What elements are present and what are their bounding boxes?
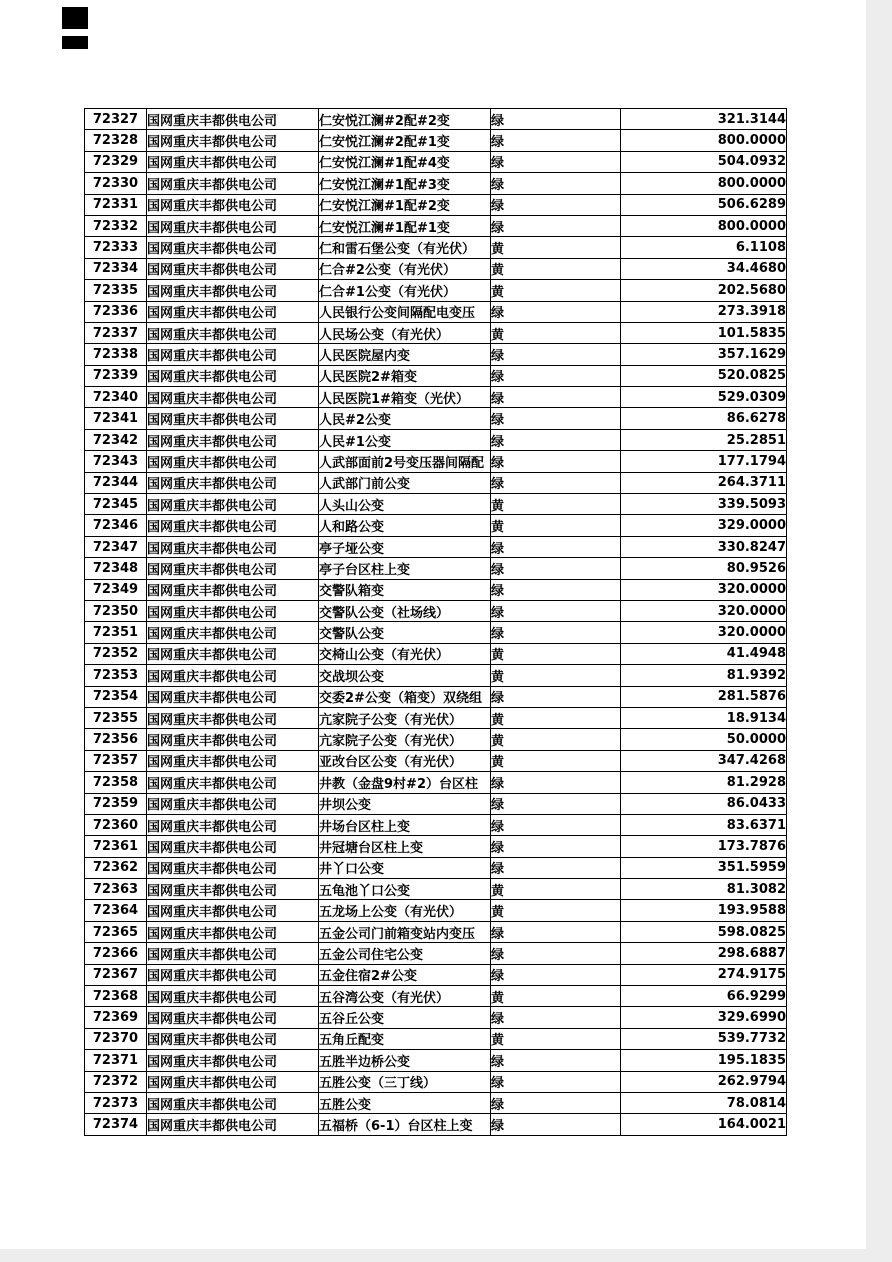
cell-station-name: 人头山公变 [319, 494, 491, 515]
cell-company-name: 国网重庆丰都供电公司 [147, 1071, 319, 1092]
table-row [85, 964, 787, 985]
cell-status-color: 黄 [491, 643, 621, 664]
table-row [85, 151, 787, 172]
cell-company-name: 国网重庆丰都供电公司 [147, 793, 319, 814]
cell-capacity-value: 264.3711 [621, 472, 787, 493]
cell-status-color: 绿 [491, 579, 621, 600]
cell-station-name: 五胜公变 [319, 1092, 491, 1113]
cell-capacity-value: 25.2851 [621, 429, 787, 450]
cell-company-name: 国网重庆丰都供电公司 [147, 344, 319, 365]
cell-capacity-value: 6.1108 [621, 237, 787, 258]
cell-capacity-value: 274.9175 [621, 964, 787, 985]
cell-station-name: 五金公司门前箱变站内变压 [319, 921, 491, 942]
cell-capacity-value: 177.1794 [621, 451, 787, 472]
table-row [85, 921, 787, 942]
cell-company-name: 国网重庆丰都供电公司 [147, 943, 319, 964]
table-row [85, 322, 787, 343]
cell-status-color: 绿 [491, 964, 621, 985]
cell-capacity-value: 347.4268 [621, 750, 787, 771]
cell-station-name: 交警队公变（社场线） [319, 600, 491, 621]
cell-row-id: 72363 [85, 879, 147, 900]
cell-station-name: 井教（金盘9村#2）台区柱 [319, 772, 491, 793]
cell-row-id: 72359 [85, 793, 147, 814]
cell-capacity-value: 273.3918 [621, 301, 787, 322]
cell-capacity-value: 164.0021 [621, 1114, 787, 1135]
cell-station-name: 交警队公变 [319, 622, 491, 643]
table-row [85, 365, 787, 386]
cell-station-name: 五胜公变（三丁线） [319, 1071, 491, 1092]
cell-status-color: 黄 [491, 879, 621, 900]
cell-station-name: 亭子台区柱上变 [319, 558, 491, 579]
page-right-shade [866, 0, 892, 1262]
cell-capacity-value: 330.8247 [621, 536, 787, 557]
cell-status-color: 黄 [491, 515, 621, 536]
cell-row-id: 72330 [85, 173, 147, 194]
cell-status-color: 黄 [491, 280, 621, 301]
cell-row-id: 72346 [85, 515, 147, 536]
cell-station-name: 人民#2公变 [319, 408, 491, 429]
cell-company-name: 国网重庆丰都供电公司 [147, 215, 319, 236]
cell-status-color: 绿 [491, 558, 621, 579]
cell-company-name: 国网重庆丰都供电公司 [147, 600, 319, 621]
cell-capacity-value: 173.7876 [621, 836, 787, 857]
table-row [85, 515, 787, 536]
cell-status-color: 黄 [491, 750, 621, 771]
cell-status-color: 黄 [491, 986, 621, 1007]
cell-station-name: 人民医院2#箱变 [319, 365, 491, 386]
cell-row-id: 72351 [85, 622, 147, 643]
cell-capacity-value: 50.0000 [621, 729, 787, 750]
cell-capacity-value: 81.3082 [621, 879, 787, 900]
table-row [85, 793, 787, 814]
cell-company-name: 国网重庆丰都供电公司 [147, 622, 319, 643]
cell-capacity-value: 800.0000 [621, 130, 787, 151]
table-row [85, 750, 787, 771]
cell-capacity-value: 598.0825 [621, 921, 787, 942]
cell-capacity-value: 351.5959 [621, 857, 787, 878]
table-row [85, 536, 787, 557]
cell-status-color: 绿 [491, 943, 621, 964]
cell-status-color: 黄 [491, 1028, 621, 1049]
cell-row-id: 72364 [85, 900, 147, 921]
cell-row-id: 72329 [85, 151, 147, 172]
cell-row-id: 72360 [85, 814, 147, 835]
cell-capacity-value: 329.6990 [621, 1007, 787, 1028]
cell-capacity-value: 41.4948 [621, 643, 787, 664]
cell-company-name: 国网重庆丰都供电公司 [147, 1007, 319, 1028]
cell-row-id: 72372 [85, 1071, 147, 1092]
cell-capacity-value: 320.0000 [621, 600, 787, 621]
cell-capacity-value: 78.0814 [621, 1092, 787, 1113]
cell-status-color: 绿 [491, 793, 621, 814]
table-row [85, 1092, 787, 1113]
table-row [85, 1028, 787, 1049]
cell-row-id: 72347 [85, 536, 147, 557]
cell-station-name: 交战坝公变 [319, 665, 491, 686]
cell-company-name: 国网重庆丰都供电公司 [147, 1114, 319, 1135]
cell-status-color: 黄 [491, 900, 621, 921]
cell-row-id: 72334 [85, 258, 147, 279]
cell-status-color: 绿 [491, 109, 621, 130]
table-row [85, 408, 787, 429]
cell-capacity-value: 529.0309 [621, 387, 787, 408]
table-row [85, 729, 787, 750]
cell-status-color: 绿 [491, 921, 621, 942]
cell-status-color: 绿 [491, 451, 621, 472]
cell-capacity-value: 800.0000 [621, 173, 787, 194]
cell-station-name: 五角丘配变 [319, 1028, 491, 1049]
cell-company-name: 国网重庆丰都供电公司 [147, 900, 319, 921]
cell-row-id: 72369 [85, 1007, 147, 1028]
cell-row-id: 72339 [85, 365, 147, 386]
table-body [85, 109, 787, 1136]
cell-company-name: 国网重庆丰都供电公司 [147, 707, 319, 728]
cell-capacity-value: 329.0000 [621, 515, 787, 536]
cell-row-id: 72357 [85, 750, 147, 771]
table-row [85, 814, 787, 835]
cell-station-name: 五谷湾公变（有光伏） [319, 986, 491, 1007]
cell-status-color: 绿 [491, 472, 621, 493]
cell-status-color: 绿 [491, 215, 621, 236]
table-row [85, 900, 787, 921]
cell-company-name: 国网重庆丰都供电公司 [147, 130, 319, 151]
cell-status-color: 绿 [491, 387, 621, 408]
cell-status-color: 黄 [491, 729, 621, 750]
cell-capacity-value: 539.7732 [621, 1028, 787, 1049]
cell-status-color: 绿 [491, 814, 621, 835]
cell-row-id: 72336 [85, 301, 147, 322]
cell-row-id: 72374 [85, 1114, 147, 1135]
cell-row-id: 72348 [85, 558, 147, 579]
cell-capacity-value: 357.1629 [621, 344, 787, 365]
cell-station-name: 人民银行公变间隔配电变压 [319, 301, 491, 322]
cell-station-name: 人武部面前2号变压器间隔配 [319, 451, 491, 472]
cell-row-id: 72345 [85, 494, 147, 515]
cell-row-id: 72361 [85, 836, 147, 857]
cell-row-id: 72356 [85, 729, 147, 750]
cell-company-name: 国网重庆丰都供电公司 [147, 643, 319, 664]
cell-status-color: 绿 [491, 1092, 621, 1113]
cell-capacity-value: 520.0825 [621, 365, 787, 386]
table-row [85, 1071, 787, 1092]
cell-status-color: 绿 [491, 408, 621, 429]
cell-row-id: 72341 [85, 408, 147, 429]
cell-company-name: 国网重庆丰都供电公司 [147, 237, 319, 258]
cell-station-name: 交警队箱变 [319, 579, 491, 600]
cell-capacity-value: 193.9588 [621, 900, 787, 921]
cell-station-name: 人和路公变 [319, 515, 491, 536]
table-row [85, 665, 787, 686]
cell-capacity-value: 281.5876 [621, 686, 787, 707]
cell-station-name: 五福桥（6-1）台区柱上变 [319, 1114, 491, 1135]
cell-status-color: 黄 [491, 322, 621, 343]
cell-company-name: 国网重庆丰都供电公司 [147, 1050, 319, 1071]
cell-station-name: 井丫口公变 [319, 857, 491, 878]
cell-station-name: 井坝公变 [319, 793, 491, 814]
cell-status-color: 绿 [491, 365, 621, 386]
cell-company-name: 国网重庆丰都供电公司 [147, 109, 319, 130]
cell-capacity-value: 80.9526 [621, 558, 787, 579]
cell-status-color: 绿 [491, 1071, 621, 1092]
cell-station-name: 亭子垭公变 [319, 536, 491, 557]
cell-status-color: 绿 [491, 1007, 621, 1028]
cell-status-color: 绿 [491, 130, 621, 151]
cell-row-id: 72328 [85, 130, 147, 151]
cell-company-name: 国网重庆丰都供电公司 [147, 258, 319, 279]
cell-company-name: 国网重庆丰都供电公司 [147, 515, 319, 536]
table-row [85, 772, 787, 793]
cell-status-color: 绿 [491, 344, 621, 365]
cell-station-name: 仁安悦江澜#2配#2变 [319, 109, 491, 130]
table-row [85, 215, 787, 236]
cell-row-id: 72352 [85, 643, 147, 664]
cell-station-name: 仁安悦江澜#1配#4变 [319, 151, 491, 172]
cell-station-name: 仁合#2公变（有光伏） [319, 258, 491, 279]
cell-status-color: 绿 [491, 151, 621, 172]
cell-row-id: 72373 [85, 1092, 147, 1113]
table-row [85, 579, 787, 600]
cell-company-name: 国网重庆丰都供电公司 [147, 1028, 319, 1049]
table-row [85, 301, 787, 322]
cell-row-id: 72350 [85, 600, 147, 621]
cell-status-color: 绿 [491, 772, 621, 793]
cell-station-name: 仁合#1公变（有光伏） [319, 280, 491, 301]
table-row [85, 472, 787, 493]
table-row [85, 836, 787, 857]
cell-status-color: 绿 [491, 836, 621, 857]
cell-capacity-value: 66.9299 [621, 986, 787, 1007]
cell-capacity-value: 262.9794 [621, 1071, 787, 1092]
cell-row-id: 72332 [85, 215, 147, 236]
cell-company-name: 国网重庆丰都供电公司 [147, 921, 319, 942]
cell-station-name: 人民医院屋内变 [319, 344, 491, 365]
cell-station-name: 井场台区柱上变 [319, 814, 491, 835]
cell-row-id: 72335 [85, 280, 147, 301]
cell-row-id: 72344 [85, 472, 147, 493]
cell-station-name: 五龙场上公变（有光伏） [319, 900, 491, 921]
table-row [85, 686, 787, 707]
cell-capacity-value: 321.3144 [621, 109, 787, 130]
cell-status-color: 绿 [491, 857, 621, 878]
cell-company-name: 国网重庆丰都供电公司 [147, 322, 319, 343]
cell-capacity-value: 81.9392 [621, 665, 787, 686]
cell-company-name: 国网重庆丰都供电公司 [147, 857, 319, 878]
cell-row-id: 72371 [85, 1050, 147, 1071]
cell-row-id: 72367 [85, 964, 147, 985]
cell-company-name: 国网重庆丰都供电公司 [147, 408, 319, 429]
table-row [85, 387, 787, 408]
table-row [85, 1050, 787, 1071]
cell-status-color: 绿 [491, 173, 621, 194]
cell-company-name: 国网重庆丰都供电公司 [147, 750, 319, 771]
cell-status-color: 绿 [491, 536, 621, 557]
cell-company-name: 国网重庆丰都供电公司 [147, 280, 319, 301]
corner-mark-top [62, 7, 88, 29]
cell-capacity-value: 320.0000 [621, 579, 787, 600]
table-row [85, 986, 787, 1007]
cell-station-name: 五谷丘公变 [319, 1007, 491, 1028]
cell-row-id: 72333 [85, 237, 147, 258]
cell-status-color: 绿 [491, 1050, 621, 1071]
cell-company-name: 国网重庆丰都供电公司 [147, 729, 319, 750]
cell-row-id: 72368 [85, 986, 147, 1007]
cell-row-id: 72343 [85, 451, 147, 472]
cell-company-name: 国网重庆丰都供电公司 [147, 964, 319, 985]
cell-status-color: 黄 [491, 494, 621, 515]
cell-row-id: 72358 [85, 772, 147, 793]
cell-capacity-value: 800.0000 [621, 215, 787, 236]
table-row [85, 109, 787, 130]
cell-company-name: 国网重庆丰都供电公司 [147, 879, 319, 900]
cell-row-id: 72327 [85, 109, 147, 130]
cell-capacity-value: 86.6278 [621, 408, 787, 429]
cell-station-name: 井冠塘台区柱上变 [319, 836, 491, 857]
cell-status-color: 绿 [491, 429, 621, 450]
cell-station-name: 人民#1公变 [319, 429, 491, 450]
cell-company-name: 国网重庆丰都供电公司 [147, 472, 319, 493]
cell-company-name: 国网重庆丰都供电公司 [147, 536, 319, 557]
cell-capacity-value: 34.4680 [621, 258, 787, 279]
cell-status-color: 黄 [491, 258, 621, 279]
cell-capacity-value: 504.0932 [621, 151, 787, 172]
cell-status-color: 绿 [491, 686, 621, 707]
corner-mark-bottom [62, 36, 88, 49]
cell-row-id: 72354 [85, 686, 147, 707]
table-row [85, 943, 787, 964]
table-row [85, 258, 787, 279]
cell-capacity-value: 101.5835 [621, 322, 787, 343]
table-row [85, 280, 787, 301]
cell-row-id: 72366 [85, 943, 147, 964]
cell-station-name: 仁和雷石堡公变（有光伏） [319, 237, 491, 258]
cell-company-name: 国网重庆丰都供电公司 [147, 814, 319, 835]
cell-company-name: 国网重庆丰都供电公司 [147, 301, 319, 322]
table-row [85, 600, 787, 621]
cell-row-id: 72370 [85, 1028, 147, 1049]
cell-station-name: 亚改台区公变（有光伏） [319, 750, 491, 771]
cell-status-color: 绿 [491, 194, 621, 215]
cell-row-id: 72362 [85, 857, 147, 878]
cell-station-name: 交委2#公变（箱变）双绕组 [319, 686, 491, 707]
cell-capacity-value: 81.2928 [621, 772, 787, 793]
cell-company-name: 国网重庆丰都供电公司 [147, 772, 319, 793]
table-row [85, 130, 787, 151]
table-row [85, 879, 787, 900]
cell-row-id: 72340 [85, 387, 147, 408]
cell-station-name: 仁安悦江澜#1配#1变 [319, 215, 491, 236]
cell-status-color: 绿 [491, 622, 621, 643]
cell-company-name: 国网重庆丰都供电公司 [147, 451, 319, 472]
cell-status-color: 绿 [491, 301, 621, 322]
table-row [85, 237, 787, 258]
cell-station-name: 五金公司住宅公变 [319, 943, 491, 964]
table-row [85, 707, 787, 728]
table-row [85, 494, 787, 515]
cell-company-name: 国网重庆丰都供电公司 [147, 365, 319, 386]
table-row [85, 1007, 787, 1028]
cell-status-color: 黄 [491, 237, 621, 258]
cell-row-id: 72365 [85, 921, 147, 942]
table-row [85, 643, 787, 664]
cell-capacity-value: 195.1835 [621, 1050, 787, 1071]
cell-row-id: 72349 [85, 579, 147, 600]
table-row [85, 344, 787, 365]
cell-company-name: 国网重庆丰都供电公司 [147, 387, 319, 408]
cell-company-name: 国网重庆丰都供电公司 [147, 173, 319, 194]
cell-company-name: 国网重庆丰都供电公司 [147, 1092, 319, 1113]
cell-capacity-value: 86.0433 [621, 793, 787, 814]
cell-status-color: 绿 [491, 600, 621, 621]
cell-row-id: 72337 [85, 322, 147, 343]
table-row [85, 1114, 787, 1135]
cell-company-name: 国网重庆丰都供电公司 [147, 194, 319, 215]
cell-station-name: 五金住宿2#公变 [319, 964, 491, 985]
table-row [85, 451, 787, 472]
cell-station-name: 人武部门前公变 [319, 472, 491, 493]
transformer-table [84, 108, 787, 1136]
cell-status-color: 黄 [491, 665, 621, 686]
cell-row-id: 72331 [85, 194, 147, 215]
page-bottom-shade [0, 1249, 892, 1262]
cell-row-id: 72342 [85, 429, 147, 450]
cell-station-name: 人民医院1#箱变（光伏） [319, 387, 491, 408]
cell-company-name: 国网重庆丰都供电公司 [147, 579, 319, 600]
cell-station-name: 仁安悦江澜#2配#1变 [319, 130, 491, 151]
cell-status-color: 绿 [491, 1114, 621, 1135]
cell-capacity-value: 298.6887 [621, 943, 787, 964]
cell-company-name: 国网重庆丰都供电公司 [147, 836, 319, 857]
cell-station-name: 亢家院子公变（有光伏） [319, 707, 491, 728]
cell-company-name: 国网重庆丰都供电公司 [147, 686, 319, 707]
table-row [85, 429, 787, 450]
table-row [85, 194, 787, 215]
cell-station-name: 交椅山公变（有光伏） [319, 643, 491, 664]
table-row [85, 173, 787, 194]
cell-company-name: 国网重庆丰都供电公司 [147, 429, 319, 450]
cell-company-name: 国网重庆丰都供电公司 [147, 665, 319, 686]
table-row [85, 622, 787, 643]
cell-station-name: 五龟池丫口公变 [319, 879, 491, 900]
cell-company-name: 国网重庆丰都供电公司 [147, 151, 319, 172]
cell-station-name: 亢家院子公变（有光伏） [319, 729, 491, 750]
cell-capacity-value: 320.0000 [621, 622, 787, 643]
cell-capacity-value: 506.6289 [621, 194, 787, 215]
cell-capacity-value: 339.5093 [621, 494, 787, 515]
table-row [85, 857, 787, 878]
cell-row-id: 72353 [85, 665, 147, 686]
cell-row-id: 72338 [85, 344, 147, 365]
table-row [85, 558, 787, 579]
cell-company-name: 国网重庆丰都供电公司 [147, 558, 319, 579]
cell-station-name: 五胜半边桥公变 [319, 1050, 491, 1071]
cell-capacity-value: 83.6371 [621, 814, 787, 835]
cell-company-name: 国网重庆丰都供电公司 [147, 494, 319, 515]
cell-company-name: 国网重庆丰都供电公司 [147, 986, 319, 1007]
cell-station-name: 仁安悦江澜#1配#2变 [319, 194, 491, 215]
cell-capacity-value: 202.5680 [621, 280, 787, 301]
cell-row-id: 72355 [85, 707, 147, 728]
cell-station-name: 人民场公变（有光伏） [319, 322, 491, 343]
cell-capacity-value: 18.9134 [621, 707, 787, 728]
cell-station-name: 仁安悦江澜#1配#3变 [319, 173, 491, 194]
cell-status-color: 黄 [491, 707, 621, 728]
